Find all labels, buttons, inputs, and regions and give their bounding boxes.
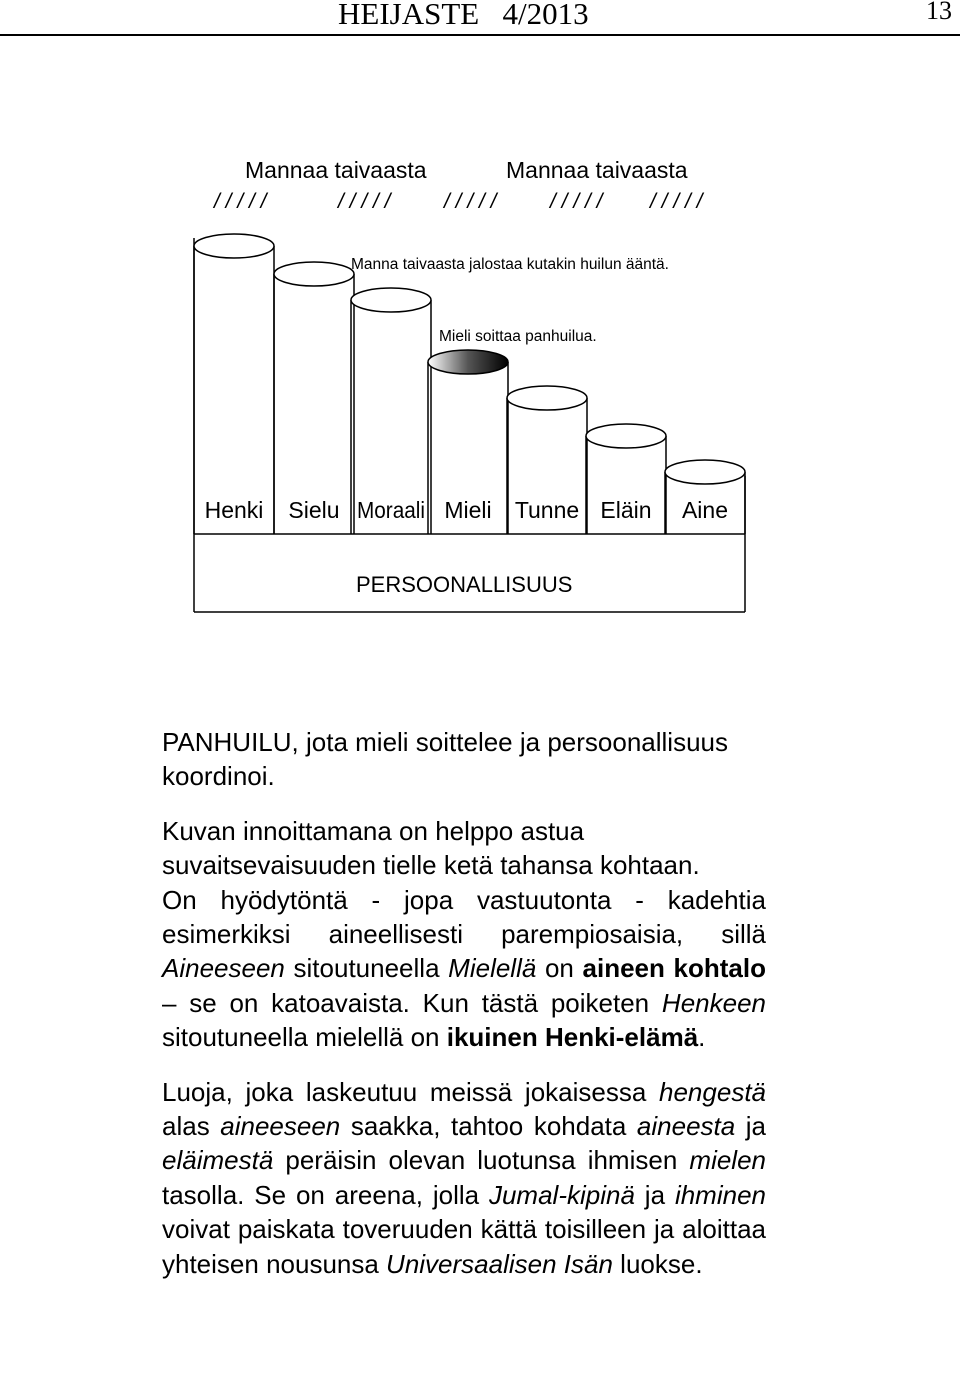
text-run: ja [735, 1111, 767, 1142]
article-body [162, 725, 766, 1301]
pipe-label: Henki [204, 497, 264, 523]
text-run: Mielellä [448, 953, 537, 984]
pipe-mieli [428, 350, 508, 534]
text-run: . [698, 1022, 706, 1053]
text-run: ja [634, 1179, 675, 1210]
text-run: sitoutuneella [284, 953, 449, 984]
pipe-tunne [507, 386, 587, 534]
pipe-henki [194, 234, 274, 534]
rain-marks: / / / / / [650, 190, 703, 213]
text-run: Luoja, joka laskeutuu meissä jokaisessa [162, 1076, 660, 1107]
manna-rain [212, 190, 705, 213]
text-run: saakka, tahtoo kohdata [340, 1111, 637, 1142]
pipe-label: Aine [681, 497, 729, 523]
rain-marks: / / / / / [338, 190, 391, 213]
manna-caption: Manna taivaasta jalostaa kutakin huilun ääntä. [351, 256, 669, 273]
journal-title [338, 0, 589, 32]
panflute-figure [190, 150, 750, 620]
text-run: mielen [689, 1145, 766, 1176]
pipe-label: Mieli [444, 497, 492, 523]
pipe-aine [665, 460, 745, 534]
pipe-label: Moraali [357, 497, 425, 523]
page-header [0, 0, 960, 36]
journal-name: HEIJASTE [338, 0, 480, 31]
text-run: Jumal-kipinä [488, 1179, 635, 1210]
rain-marks: / / / / / [214, 190, 267, 213]
text-run: sitoutuneella mielellä on [162, 1022, 447, 1053]
text-run: On hyödytöntä - jopa vastuutonta - kadehtia esimerkiksi aineellisesti parempiosaisia, sillä [162, 884, 766, 950]
text-run: Aineeseen [162, 953, 285, 984]
caption-paragraph: PANHUILU, jota mieli soittelee ja persoonallisuus koordinoi. [162, 727, 728, 792]
text-run: voivat paiskata toveruuden kättä toisilleen ja aloittaa yhteisen nousunsa [162, 1214, 766, 1279]
rain-marks: / / / / / [550, 190, 603, 213]
pipe-elain [586, 424, 666, 534]
text-run: eläimestä [162, 1145, 274, 1176]
text-run: ikuinen Henki-elämä [446, 1022, 699, 1053]
pipe-sielu [274, 262, 354, 534]
page-number: 13 [926, 0, 952, 25]
panflute-illustration [190, 150, 750, 620]
pipe-label: Tunne [514, 497, 580, 523]
text-run: aineeseen [220, 1111, 341, 1142]
mind-caption: Mieli soittaa panhuilua. [439, 328, 597, 345]
manna-label: Mannaa taivaasta [245, 157, 427, 183]
text-run: luokse. [612, 1248, 703, 1279]
header-rule [0, 34, 960, 36]
text-run: aineesta [636, 1111, 736, 1142]
text-run: peräisin olevan luotunsa ihmisen [273, 1145, 690, 1176]
pipe-label: Eläin [600, 497, 652, 523]
text-run: ihminen [674, 1179, 766, 1210]
pipe-label: Sielu [288, 497, 340, 523]
paragraph-envy [162, 883, 766, 1055]
text-run: Universaalisen Isän [386, 1248, 613, 1279]
text-run: hengestä [659, 1076, 766, 1107]
issue-number: 4/2013 [502, 0, 589, 31]
pipe-moraali [351, 288, 431, 534]
pipes [194, 234, 745, 612]
text-run: on [536, 953, 583, 984]
paragraph-tolerance: Kuvan innoittamana on helppo astua suvaitsevaisuuden tielle ketä tahansa kohtaan. [162, 815, 700, 881]
text-run: alas [162, 1111, 221, 1142]
personality-label: PERSOONALLISUUS [356, 572, 573, 597]
manna-label: Mannaa taivaasta [506, 157, 688, 183]
rain-marks: / / / / / [444, 190, 497, 213]
text-run: – se on katoavaista. Kun tästä poiketen [162, 987, 662, 1018]
text-run: tasolla. Se on areena, jolla [162, 1179, 489, 1210]
paragraph-creator [162, 1075, 766, 1281]
text-run: aineen kohtalo [582, 953, 766, 984]
text-run: Henkeen [661, 987, 766, 1018]
